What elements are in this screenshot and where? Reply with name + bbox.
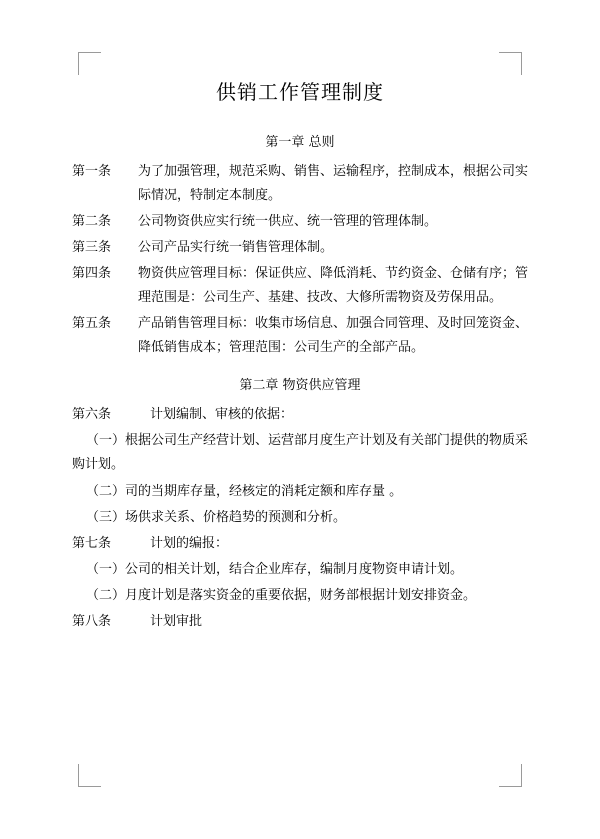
sub-paragraph: （一）根据公司生产经营计划、运营部月度生产计划及有关部门提供的物质采购计划。 [72,433,529,473]
sub-paragraph: （三）场供求关系、价格趋势的预测和分析。 [86,509,347,525]
clause-item [72,403,528,427]
sub-paragraph: （二）月度计划是落实资金的重要依据，财务部根据计划安排资金。 [86,587,477,603]
clause-item [72,160,528,208]
sub-paragraph: （一）公司的相关计划，结合企业库存，编制月度物资申请计划。 [86,561,464,577]
clause-label: 第七条 [72,535,112,551]
clause-item [72,210,528,234]
clause-text: 为了加强管理，规范采购、销售、运输程序，控制成本，根据公司实际情况，特制定本制度。 [138,164,529,204]
clause-item [72,236,528,260]
clause-text: 公司产品实行统一销售管理体制。 [138,240,334,256]
clause-text: 公司物资供应实行统一供应、统一管理的管理体制。 [138,214,438,230]
clause-text: 产品销售管理目标：收集市场信息、加强合同管理、及时回笼资金、降低销售成本；管理范围：公司生产的全部产品。 [138,316,529,356]
clause-label: 第三条 [72,240,112,256]
clause-item [72,312,528,360]
section-heading-chapter-1: 第一章 总则 [265,135,335,150]
sub-paragraph: （二）司的当期库存量，经核定的消耗定额和库存量 。 [86,483,403,499]
clause-text: 计划编制、审核的依据： [150,407,294,423]
clause-label: 第二条 [72,214,112,230]
crop-mark-bottom-right [499,764,522,787]
clause-label: 第八条 [72,613,112,629]
clause-text: 计划审批 [150,613,203,629]
clause-text: 物资供应管理目标：保证供应、降低消耗、节约资金、仓储有序；管理范围是：公司生产、基建、技改、大修所需物资及劳保用品。 [138,266,529,306]
document-content [72,62,528,636]
clause-item [72,532,528,556]
section-heading-chapter-2: 第二章 物资供应管理 [239,378,361,394]
clause-label: 第六条 [72,407,112,423]
document-title: 供销工作管理制度 [216,80,384,104]
clause-label: 第五条 [72,316,112,332]
clause-item [72,262,528,310]
clause-item [72,610,528,634]
clause-text: 计划的编报： [150,535,229,551]
crop-mark-bottom-left [78,764,101,787]
clause-label: 第四条 [72,266,112,282]
clause-label: 第一条 [72,164,112,179]
